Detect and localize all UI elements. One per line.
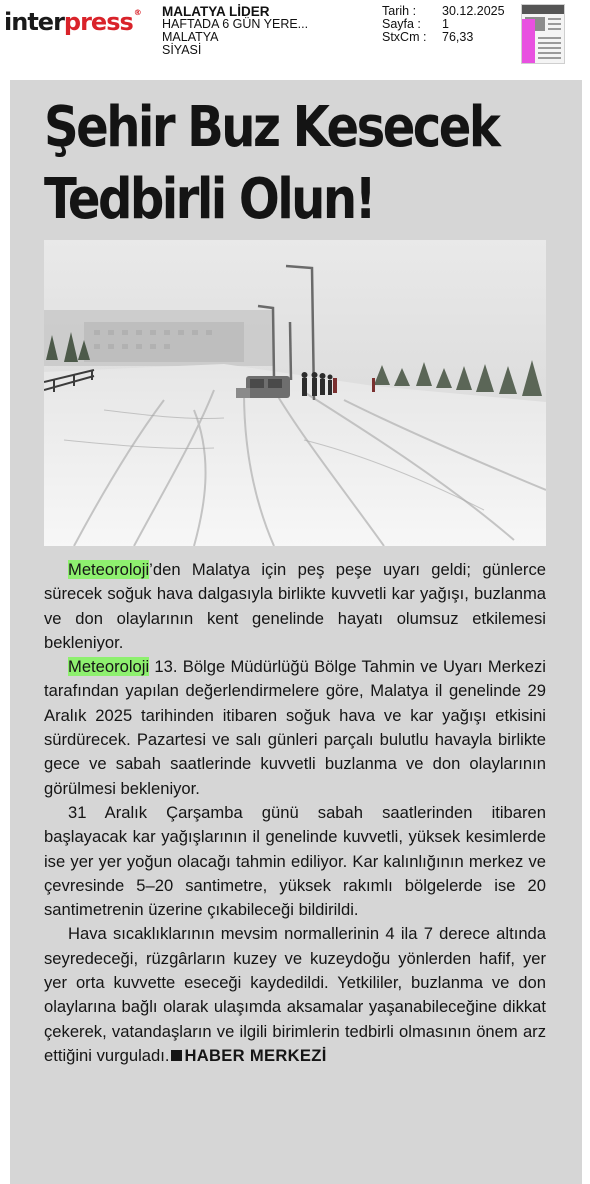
thumbnail-masthead bbox=[522, 5, 564, 14]
article-headline bbox=[44, 92, 499, 236]
meta-key: Sayfa : bbox=[382, 17, 421, 31]
paragraph-text: ’den Malatya için peş peşe uyarı geldi; günlerce sürecek soğuk hava dalgasıyla birlikte kuvvetli kar yağışı, buzlanma ve don olaylarının kent genelinde hayatı olumsuz etkilemesi bekleniyor. bbox=[44, 560, 546, 652]
paragraph-text: 13. Bölge Müdürlüğü Bölge Tahmin ve Uyarı Merkezi tarafından yapılan değerlendirmelere göre, Malatya il genelinde 29 Aralık 2025 tarihinden itibaren soğuk hava ve kar yağışı etkisini sürdürecek. Pazartesi ve salı günleri parçalı bulutlu havayla birlikte gece ve sabah saatlerinde kuvvetli buzlanma ve don olaylarının görülmesi bekleniyor. bbox=[44, 657, 546, 798]
article-paragraph-4 bbox=[44, 922, 546, 1068]
headline-line-2: Tedbirli Olun! bbox=[44, 167, 374, 232]
publication-category: SİYASİ bbox=[162, 43, 202, 57]
publication-frequency: HAFTADA 6 GÜN YERE... bbox=[162, 17, 309, 31]
article-body bbox=[44, 558, 546, 1068]
thumbnail-line bbox=[538, 52, 561, 54]
article-paragraph-1 bbox=[44, 558, 546, 655]
article-photo bbox=[44, 240, 546, 546]
article-signature: HABER MERKEZİ bbox=[184, 1045, 327, 1065]
logo-registered-mark: ® bbox=[133, 8, 141, 17]
thumbnail-line bbox=[538, 37, 561, 39]
article-paragraph-3: 31 Aralık Çarşamba günü sabah saatlerinden itibaren başlayacak kar yağışlarının il genelinde kuvvetli, yüksek kesimlerde ise yer yer yoğun olacağı tahmin ediliyor. Kar kalınlığının merkez ve çevresinde 5–20 santimetre, yüksek rakımlı bölgelerde ise 20 santimetrenin üzerine çıkabileceği bildirildi. bbox=[44, 802, 546, 920]
snowy-road-photo bbox=[44, 240, 546, 546]
publication-city: MALATYA bbox=[162, 30, 219, 44]
thumbnail-line bbox=[538, 57, 561, 59]
end-mark-square bbox=[171, 1050, 182, 1061]
meta-value: 1 bbox=[442, 17, 449, 31]
thumbnail-line bbox=[548, 18, 561, 20]
clipping-panel bbox=[10, 80, 582, 1184]
thumbnail-line bbox=[538, 47, 561, 49]
logo-text-inter: inter bbox=[4, 8, 64, 36]
highlighted-keyword: Meteoroloji bbox=[68, 657, 150, 677]
headline-line-1: Şehir Buz Kesecek bbox=[44, 95, 499, 160]
thumbnail-line bbox=[548, 23, 561, 25]
paragraph-text: Hava sıcaklıklarının mevsim normallerinin 4 ila 7 derece altında seyredeceği, rüzgârların kuzey ve kuzeydoğu yönlerden hafif, yer yer orta kuvvette eseceği kaydedildi. Yetkililer, buzlanma ve don olaylarına bağlı olarak ulaşımda aksamalar yaşanabileceğine dikkat çekerek, vatandaşların ve ilgili birimlerin tedbirli olmasının önem arz ettiğini vurguladı. bbox=[44, 924, 546, 1065]
meta-value: 76,33 bbox=[442, 30, 474, 44]
meta-key: StxCm : bbox=[382, 30, 427, 44]
thumbnail-line bbox=[538, 42, 561, 44]
clipping-meta bbox=[382, 5, 505, 44]
interpress-logo bbox=[4, 8, 141, 36]
logo-text-press: press bbox=[63, 8, 133, 36]
article-paragraph-2 bbox=[44, 655, 546, 801]
page-thumbnail[interactable] bbox=[521, 4, 565, 64]
thumbnail-article-marker bbox=[522, 19, 535, 63]
article-clipping bbox=[44, 92, 550, 1172]
meta-value: 30.12.2025 bbox=[442, 4, 505, 18]
highlighted-keyword: Meteoroloji bbox=[68, 560, 150, 579]
publication-info bbox=[162, 5, 308, 57]
meta-row-stxcm bbox=[382, 31, 505, 44]
meta-key: Tarih : bbox=[382, 4, 417, 18]
publication-name: MALATYA LİDER bbox=[162, 4, 270, 19]
thumbnail-line bbox=[548, 28, 561, 30]
